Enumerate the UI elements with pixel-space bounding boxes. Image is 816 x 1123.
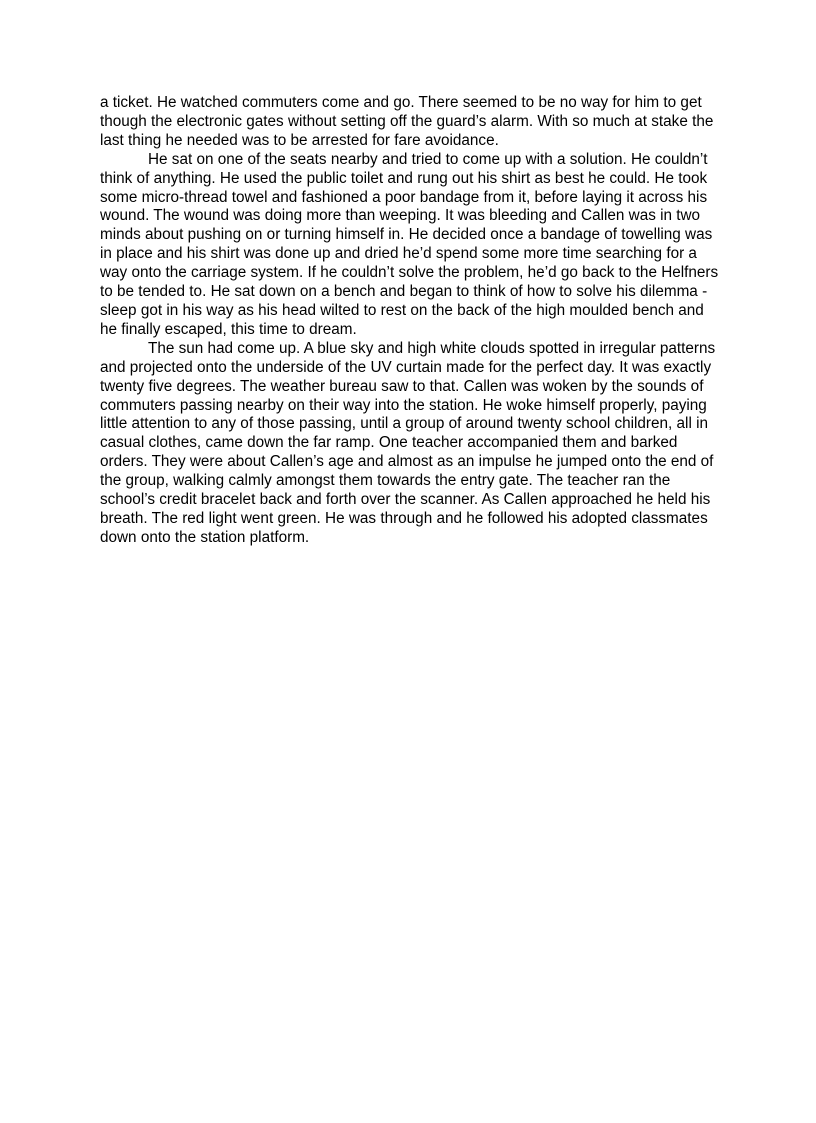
paragraph-2: He sat on one of the seats nearby and tried to come up with a solution. He couldn’t think of anything. He used the public toilet and rung out his shirt as best he could. He took some micro-thread towel and fashioned a poor bandage from it, before laying it across his wound. The wound was doing more than weeping. It was bleeding and Callen was in two minds about pushing on or turning himself in. He decided once a bandage of towelling was in place and his shirt was done up and dried he’d spend some more time searching for a way onto the carriage system. If he couldn’t solve the problem, he’d go back to the Helfners to be tended to. He sat down on a bench and began to think of how to solve his dilemma - sleep got in his way as his head wilted to rest on the back of the high moulded bench and he finally escaped, this time to dream. xyxy=(100,150,719,338)
paragraph-1: a ticket. He watched commuters come and go. There seemed to be no way for him to get though the electronic gates without setting off the guard’s alarm. With so much at stake the last thing he needed was to be arrested for fare avoidance. xyxy=(100,94,714,149)
body-text xyxy=(100,94,720,548)
paragraph-3: The sun had come up. A blue sky and high white clouds spotted in irregular patterns and projected onto the underside of the UV curtain made for the perfect day. It was exactly twenty five degrees. The weather bureau saw to that. Callen was woken by the sounds of commuters passing nearby on their way into the station. He woke himself properly, paying little attention to any of those passing, until a group of around twenty school children, all in casual clothes, came down the far ramp. One teacher accompanied them and barked orders. They were about Callen’s age and almost as an impulse he jumped onto the end of the group, walking calmly amongst them towards the entry gate. The teacher ran the school’s credit bracelet back and forth over the scanner. As Callen approached he held his breath. The red light went green. He was through and he followed his adopted classmates down onto the station platform. xyxy=(100,339,716,546)
